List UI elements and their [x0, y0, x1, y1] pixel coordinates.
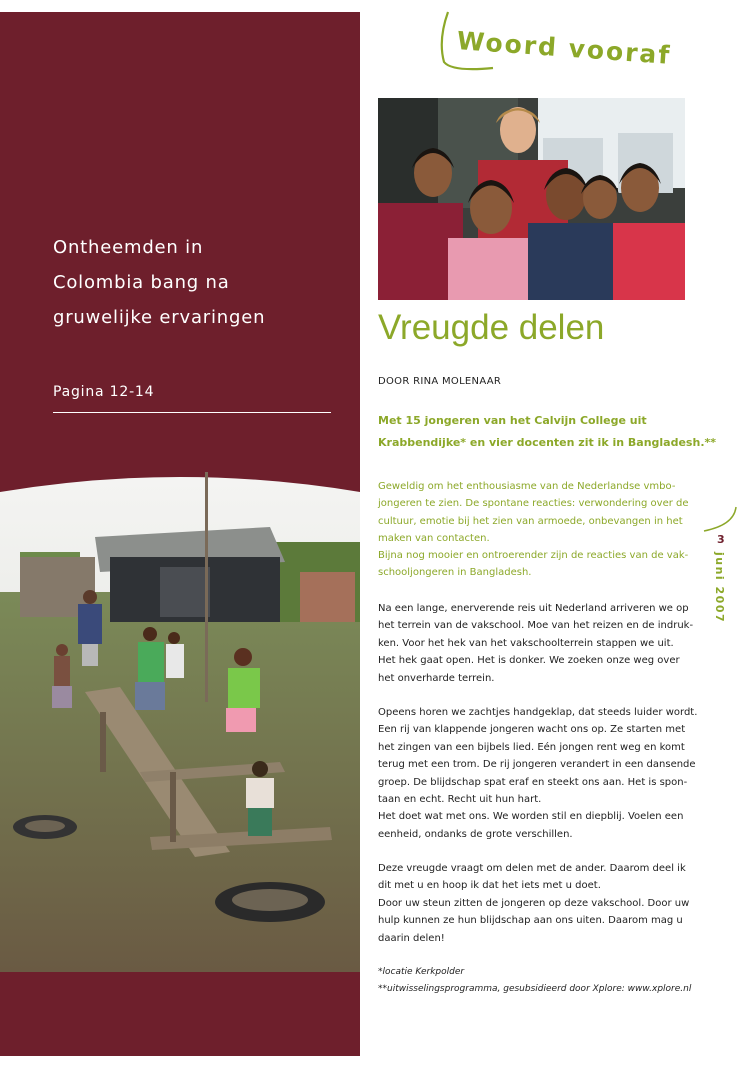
lead-line: Met 15 jongeren van het Calvijn College uit: [378, 414, 647, 427]
paragraph-line: Door uw steun zitten de jongeren op deze vakschool. Door uw: [378, 897, 690, 909]
paragraph-line: dit met u en hoop ik dat het iets met u doet.: [378, 880, 601, 892]
intro-paragraph: [378, 478, 698, 582]
paragraph-line: jongeren te zien. De spontane reacties: verwondering over de: [378, 498, 689, 510]
page-number: 3: [717, 533, 725, 546]
lead-line: Krabbendijke* en vier docenten zit ik in Bangladesh.**: [378, 436, 716, 449]
paragraph-line: Een rij van klappende jongeren wacht ons op. Ze starten met: [378, 724, 686, 736]
paragraph-line: Het doet wat met ons. We worden stil en diepblij. Voelen een: [378, 811, 684, 823]
paragraph-line: het onverharde terrein.: [378, 672, 495, 684]
article-title: Vreugde delen: [378, 308, 605, 347]
teaser-page-reference[interactable]: Pagina 12-14: [53, 384, 155, 400]
paragraph-line: ken. Voor het hek van het vakschoolterrein stappen we uit.: [378, 637, 674, 649]
teaser-line: Ontheemden in: [53, 237, 204, 258]
article-lead: [378, 410, 716, 454]
teaser-headline[interactable]: [53, 230, 353, 335]
paragraph-line: Na een lange, enerverende reis uit Nederland arriveren we op: [378, 603, 689, 614]
paragraph-line: groep. De blijdschap spat eraf en steekt ons aan. Het is spon-: [378, 776, 688, 788]
photo-group-girls: [378, 98, 685, 300]
body-paragraph-2: [378, 704, 698, 843]
paragraph-line: terug met een trom. De rij jongeren verandert in een dansende: [378, 759, 696, 771]
body-paragraph-1: [378, 600, 698, 687]
article-byline: DOOR RINA MOLENAAR: [378, 376, 502, 387]
paragraph-line: Deze vreugde vraagt om delen met de ander. Daarom deel ik: [378, 863, 686, 874]
issue-date: juni 2007: [713, 552, 726, 624]
paragraph-line: Bijna nog mooier en ontroerender zijn de reacties van de vak-: [378, 550, 689, 562]
teaser-line: Colombia bang na: [53, 272, 230, 293]
paragraph-line: het zingen van een bijbels lied. Eén jongen rent weg en komt: [378, 741, 685, 753]
paragraph-line: Opeens horen we zachtjes handgeklap, dat steeds luider wordt.: [378, 707, 698, 718]
paragraph-line: eenheid, ondanks de grote verschillen.: [378, 828, 573, 840]
page-marker-swoosh: [700, 505, 738, 535]
footnote: *locatie Kerkpolder: [378, 967, 465, 977]
paragraph-line: schooljongeren in Bangladesh.: [378, 567, 532, 579]
paragraph-line: hulp kunnen ze hun blijdschap aan ons uiten. Daarom mag u: [378, 915, 683, 927]
body-paragraph-3: [378, 860, 698, 947]
paragraph-line: Het hek gaat open. Het is donker. We zoeken onze weg over: [378, 655, 680, 667]
section-title: Woord vooraf: [455, 26, 673, 70]
paragraph-line: Geweldig om het enthousiasme van de Nederlandse vmbo-: [378, 481, 676, 492]
sidebar-panel: [0, 12, 360, 1056]
paragraph-line: maken van contacten.: [378, 532, 490, 544]
paragraph-line: cultuur, emotie bij het zien van armoede, onbevangen in het: [378, 515, 683, 527]
footnote[interactable]: **uitwisselingsprogramma, gesubsidieerd door Xplore: www.xplore.nl: [378, 984, 692, 994]
photo-children-slum: [0, 472, 360, 972]
teaser-line: gruwelijke ervaringen: [53, 307, 266, 328]
teaser-divider: [53, 412, 331, 413]
footnotes: [378, 964, 708, 998]
paragraph-line: taan en echt. Recht uit hun hart.: [378, 794, 542, 806]
paragraph-line: daarin delen!: [378, 932, 445, 944]
paragraph-line: het terrein van de vakschool. Moe van het reizen en de indruk-: [378, 620, 694, 632]
